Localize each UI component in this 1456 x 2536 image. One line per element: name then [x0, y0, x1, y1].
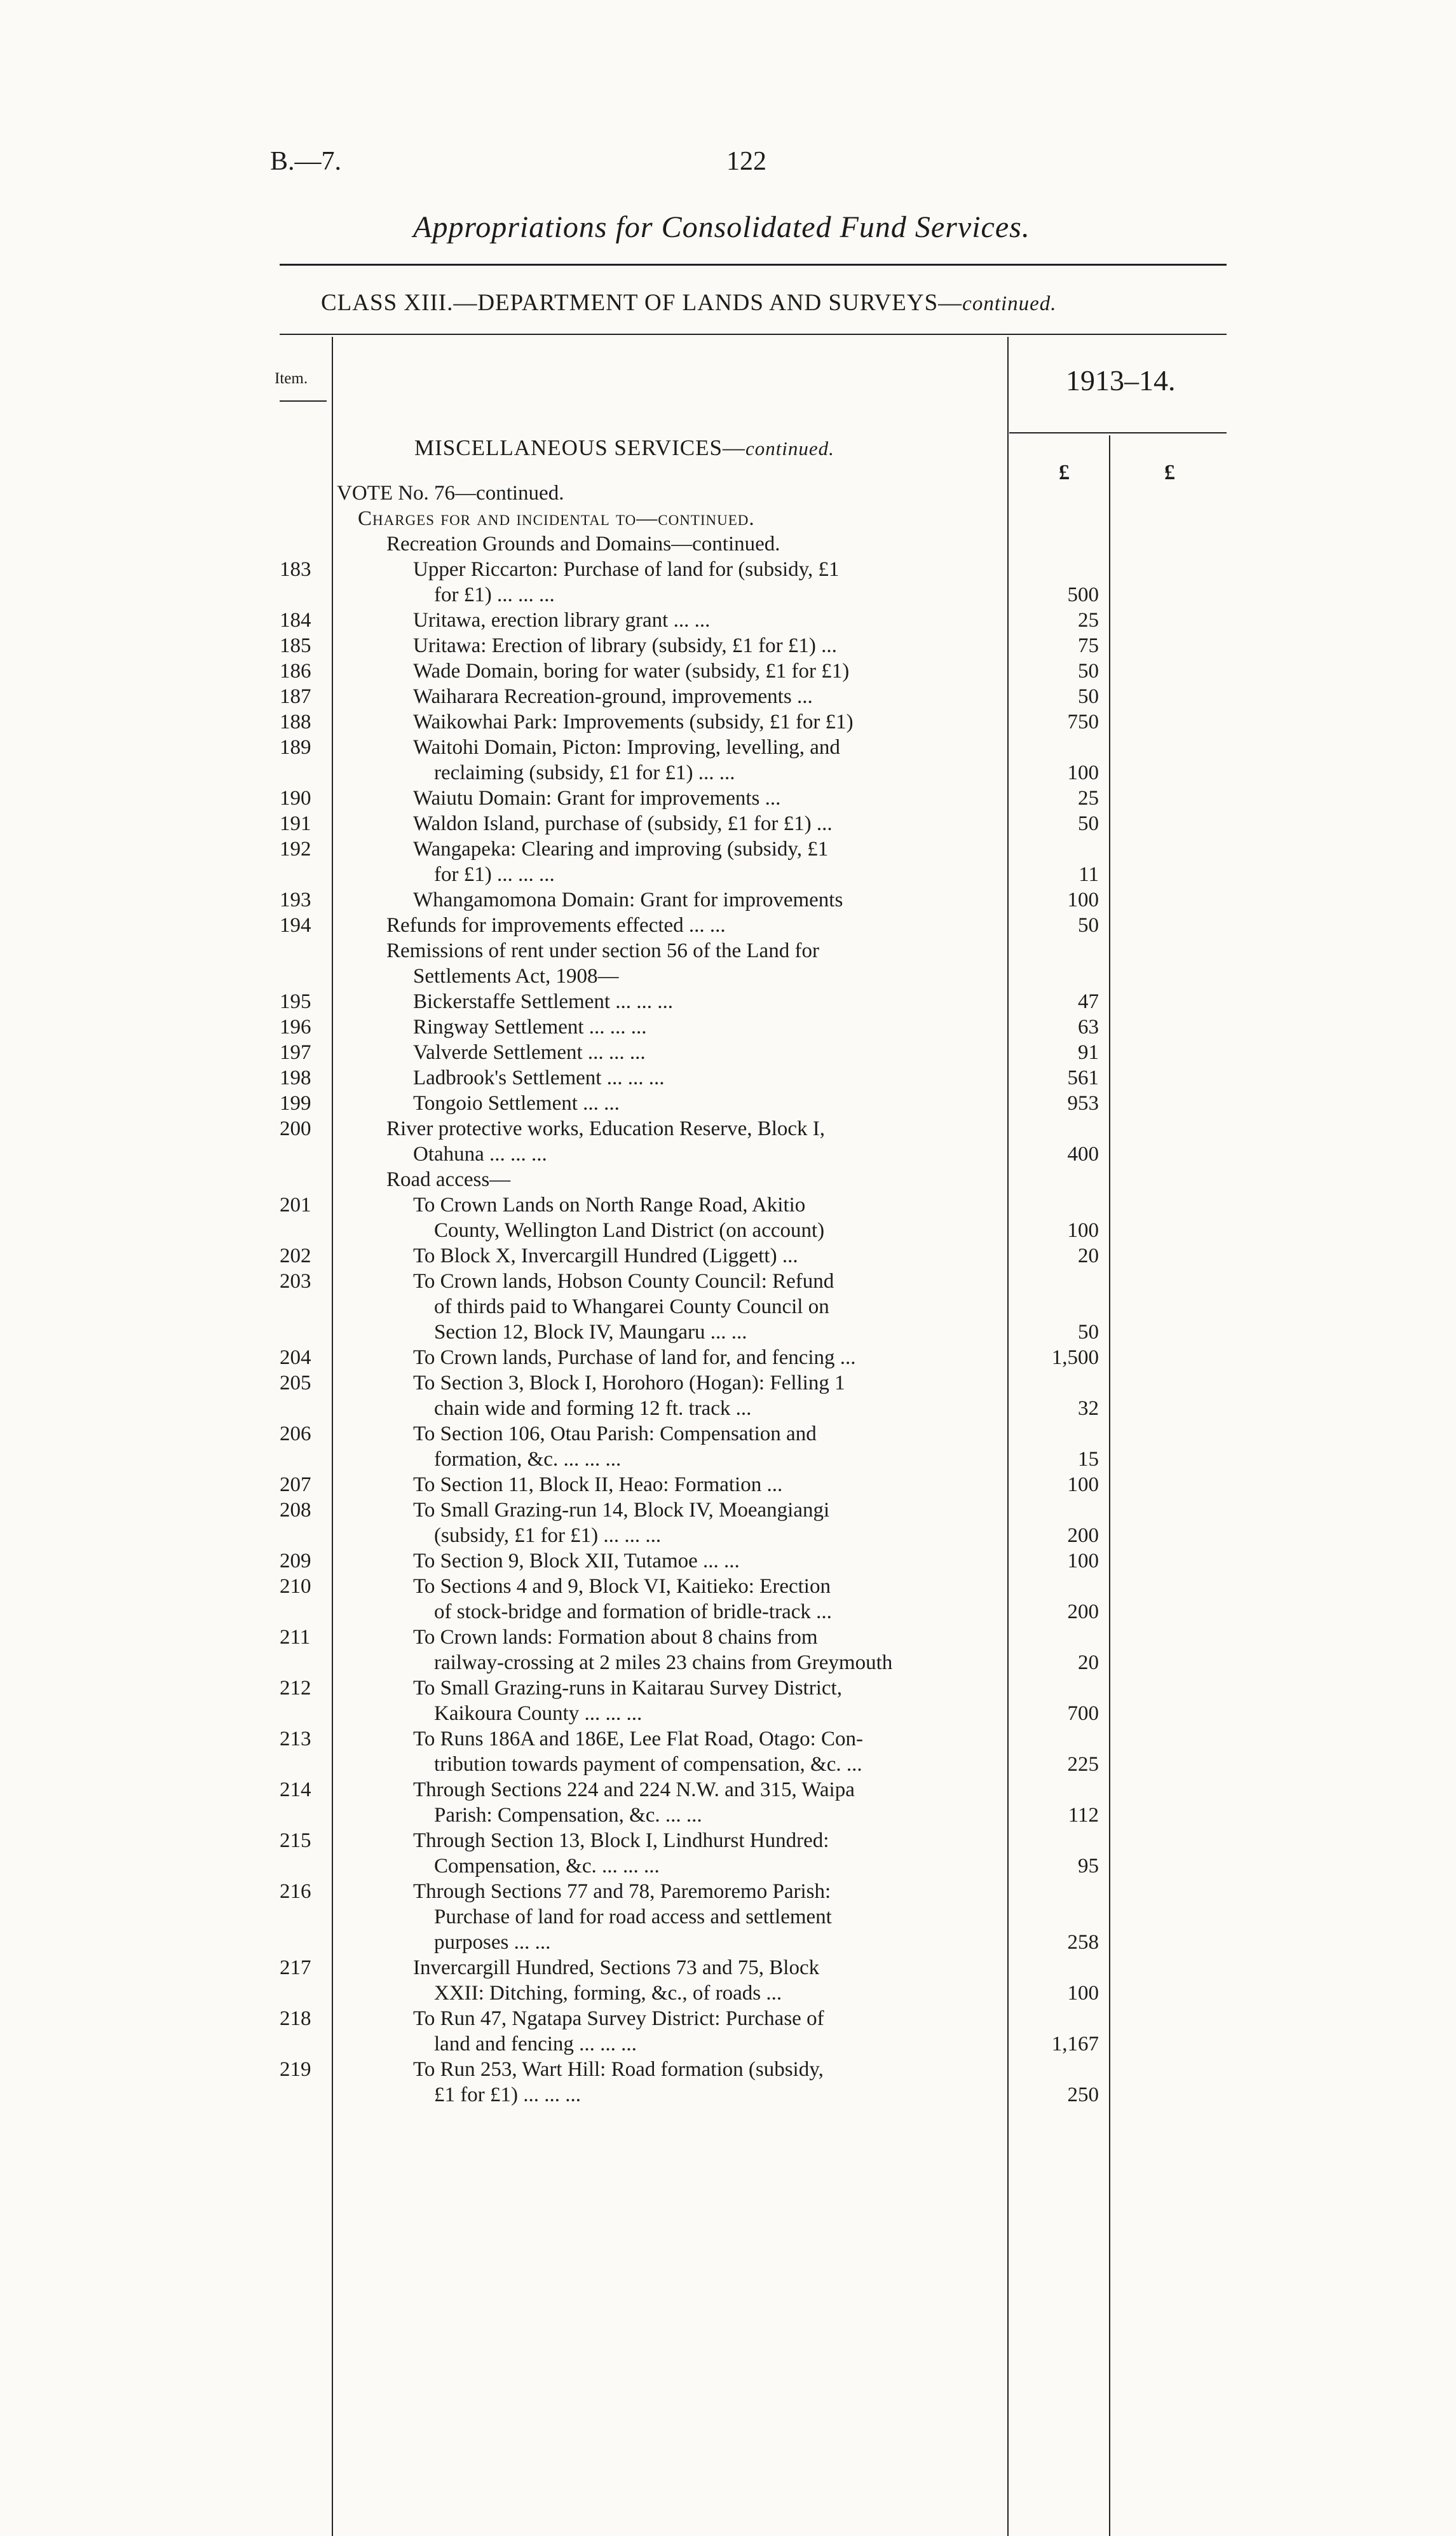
item-number: 218 [280, 2007, 311, 2030]
item-number: 201 [280, 1194, 311, 1217]
item-amount: 100 [1067, 889, 1099, 911]
table-row-continuation [0, 1753, 1456, 1778]
item-amount: 100 [1067, 1473, 1099, 1496]
table-row [0, 736, 1456, 761]
table-row-continuation [0, 533, 1456, 558]
header-rule [280, 264, 1227, 266]
table-row [0, 1829, 1456, 1855]
table-row-continuation [0, 1448, 1456, 1473]
section-title [414, 435, 834, 461]
table-row-continuation [0, 1982, 1456, 2007]
section-title-suffix: continued. [745, 437, 834, 460]
item-amount: 112 [1068, 1804, 1099, 1827]
item-amount: 400 [1067, 1143, 1099, 1166]
item-number: 208 [280, 1499, 311, 1522]
item-description: Compensation, &c. ... ... ... [434, 1855, 660, 1878]
item-amount: 95 [1078, 1855, 1099, 1878]
item-number: 190 [280, 787, 311, 810]
item-number: 192 [280, 838, 311, 861]
item-description: Valverde Settlement ... ... ... [413, 1041, 646, 1064]
item-amount: 700 [1067, 1702, 1099, 1725]
item-number: 204 [280, 1346, 311, 1369]
item-amount: 100 [1067, 1982, 1099, 2005]
item-description: of stock-bridge and formation of bridle-track ... [434, 1600, 832, 1623]
table-row [0, 990, 1456, 1016]
item-description: purposes ... ... [434, 1931, 551, 1954]
year-column-header: 1913–14. [1066, 364, 1176, 397]
item-amount: 250 [1067, 2083, 1099, 2106]
table-row [0, 1194, 1456, 1219]
table-row [0, 2007, 1456, 2033]
item-number: 191 [280, 812, 311, 835]
item-number: 196 [280, 1016, 311, 1039]
item-number: 217 [280, 1956, 311, 1979]
table-row-continuation [0, 1804, 1456, 1829]
table-row [0, 1550, 1456, 1575]
table-row [0, 1575, 1456, 1600]
table-row-continuation [0, 1219, 1456, 1244]
table-row [0, 1092, 1456, 1117]
item-amount: 11 [1078, 863, 1099, 886]
item-number: 219 [280, 2058, 311, 2081]
table-row [0, 1346, 1456, 1372]
item-amount: 32 [1078, 1397, 1099, 1420]
item-description: Otahuna ... ... ... [413, 1143, 547, 1166]
table-row-continuation [0, 1600, 1456, 1626]
table-row-continuation [0, 965, 1456, 990]
item-amount: 20 [1078, 1651, 1099, 1674]
table-row [0, 1422, 1456, 1448]
item-description: Ringway Settlement ... ... ... [413, 1016, 647, 1039]
item-description: County, Wellington Land District (on account) [434, 1219, 825, 1242]
table-row [0, 1956, 1456, 1982]
item-amount: 15 [1078, 1448, 1099, 1471]
item-description: Waldon Island, purchase of (subsidy, £1 for £1) ... [413, 812, 833, 835]
item-number: 207 [280, 1473, 311, 1496]
item-description: of thirds paid to Whangarei County Council on [434, 1295, 829, 1318]
item-description: tribution towards payment of compensation, &c. ... [434, 1753, 862, 1776]
table-row [0, 1778, 1456, 1804]
item-amount: 1,167 [1051, 2033, 1099, 2055]
table-row-continuation [0, 507, 1456, 533]
table-top-rule [280, 334, 1227, 335]
item-number: 214 [280, 1778, 311, 1801]
item-number: 193 [280, 889, 311, 911]
item-number: 203 [280, 1270, 311, 1293]
item-number: 183 [280, 558, 311, 581]
table-row [0, 1016, 1456, 1041]
item-amount: 100 [1067, 1219, 1099, 1242]
currency-header-1: £ [1059, 461, 1070, 484]
item-description: Section 12, Block IV, Maungaru ... ... [434, 1321, 747, 1344]
item-number: 185 [280, 634, 311, 657]
table-row [0, 812, 1456, 838]
item-description: Wade Domain, boring for water (subsidy, £1 for £1) [413, 660, 850, 683]
table-row-continuation [0, 482, 1456, 507]
table-row [0, 1473, 1456, 1499]
item-description: VOTE No. 76—continued. [337, 482, 564, 505]
table-row [0, 1372, 1456, 1397]
item-description: Invercargill Hundred, Sections 73 and 75, Block [413, 1956, 820, 1979]
table-row [0, 1067, 1456, 1092]
table-row [0, 660, 1456, 685]
table-row-continuation [0, 1168, 1456, 1194]
table-row-continuation [0, 1931, 1456, 1956]
table-row-continuation [0, 1397, 1456, 1422]
item-amount: 50 [1078, 812, 1099, 835]
item-description: Waiharara Recreation-ground, improvements ... [413, 685, 813, 708]
table-row [0, 1270, 1456, 1295]
item-description: To Run 47, Ngatapa Survey District: Purchase of [413, 2007, 824, 2030]
currency-header-2: £ [1164, 461, 1175, 484]
table-row [0, 609, 1456, 634]
item-amount: 200 [1067, 1524, 1099, 1547]
item-amount: 20 [1078, 1244, 1099, 1267]
item-description: reclaiming (subsidy, £1 for £1) ... ... [434, 761, 735, 784]
item-description: Whangamomona Domain: Grant for improvements [413, 889, 843, 911]
item-number: 197 [280, 1041, 311, 1064]
item-description: To Small Grazing-run 14, Block IV, Moeangiangi [413, 1499, 830, 1522]
table-row [0, 1117, 1456, 1143]
item-description: Wangapeka: Clearing and improving (subsidy, £1 [413, 838, 829, 861]
item-description: To Small Grazing-runs in Kaitarau Survey District, [413, 1677, 842, 1700]
item-description: Bickerstaffe Settlement ... ... ... [413, 990, 674, 1013]
item-description: Remissions of rent under section 56 of the Land for [386, 939, 819, 962]
table-row-continuation [0, 1702, 1456, 1728]
item-description: for £1) ... ... ... [434, 863, 555, 886]
item-description: Through Sections 77 and 78, Paremoremo Parish: [413, 1880, 831, 1903]
item-description: Uritawa: Erection of library (subsidy, £1 for £1) ... [413, 634, 837, 657]
class-heading-suffix: continued. [962, 292, 1057, 315]
item-amount: 50 [1078, 1321, 1099, 1344]
item-amount: 75 [1078, 634, 1099, 657]
table-row [0, 1499, 1456, 1524]
table-row [0, 2058, 1456, 2083]
item-description: To Block X, Invercargill Hundred (Liggett) ... [413, 1244, 798, 1267]
item-description: To Crown Lands on North Range Road, Akitio [413, 1194, 806, 1217]
table-row [0, 711, 1456, 736]
item-description: formation, &c. ... ... ... [434, 1448, 622, 1471]
item-amount: 25 [1078, 609, 1099, 632]
table-row [0, 634, 1456, 660]
item-description: To Crown lands: Formation about 8 chains from [413, 1626, 818, 1649]
item-description: Road access— [386, 1168, 511, 1191]
item-description: Refunds for improvements effected ... ... [386, 914, 726, 937]
table-row [0, 914, 1456, 939]
item-description: Settlements Act, 1908— [413, 965, 619, 988]
item-description: Through Sections 224 and 224 N.W. and 315, Waipa [413, 1778, 855, 1801]
item-description: To Section 3, Block I, Horohoro (Hogan): Felling 1 [413, 1372, 845, 1394]
table-row-continuation [0, 1651, 1456, 1677]
table-row [0, 558, 1456, 583]
item-amount: 1,500 [1051, 1346, 1099, 1369]
item-number: 195 [280, 990, 311, 1013]
item-number: 184 [280, 609, 311, 632]
item-amount: 561 [1067, 1067, 1099, 1089]
item-amount: 750 [1067, 711, 1099, 733]
item-description: Purchase of land for road access and settlement [434, 1905, 832, 1928]
table-row [0, 1626, 1456, 1651]
item-amount: 500 [1067, 583, 1099, 606]
table-row-continuation [0, 863, 1456, 889]
item-description: To Section 11, Block II, Heao: Formation ... [413, 1473, 783, 1496]
item-number: 206 [280, 1422, 311, 1445]
item-amount: 50 [1078, 914, 1099, 937]
table-row [0, 1677, 1456, 1702]
item-number: 188 [280, 711, 311, 733]
table-row-continuation [0, 761, 1456, 787]
item-description: Waikowhai Park: Improvements (subsidy, £1 for £1) [413, 711, 854, 733]
item-amount: 258 [1067, 1931, 1099, 1954]
item-amount: 91 [1078, 1041, 1099, 1064]
item-number: 187 [280, 685, 311, 708]
item-description: (subsidy, £1 for £1) ... ... ... [434, 1524, 662, 1547]
item-number: 209 [280, 1550, 311, 1572]
table-row-continuation [0, 939, 1456, 965]
item-description: Kaikoura County ... ... ... [434, 1702, 643, 1725]
item-description: To Sections 4 and 9, Block VI, Kaitieko: Erection [413, 1575, 831, 1598]
item-description: Upper Riccarton: Purchase of land for (subsidy, £1 [413, 558, 840, 581]
item-number: 200 [280, 1117, 311, 1140]
table-row-continuation [0, 1143, 1456, 1168]
item-description: XXII: Ditching, forming, &c., of roads ... [434, 1982, 782, 2005]
item-amount: 50 [1078, 685, 1099, 708]
item-description: To Runs 186A and 186E, Lee Flat Road, Otago: Con- [413, 1728, 864, 1750]
table-row-continuation [0, 2083, 1456, 2109]
item-amount: 200 [1067, 1600, 1099, 1623]
item-description: Waiutu Domain: Grant for improvements ... [413, 787, 781, 810]
table-row-continuation [0, 1524, 1456, 1550]
table-row [0, 1880, 1456, 1905]
item-description: Charges for and incidental to—continued. [358, 507, 755, 530]
item-description: To Section 9, Block XII, Tutamoe ... ... [413, 1550, 740, 1572]
item-description: Through Section 13, Block I, Lindhurst Hundred: [413, 1829, 829, 1852]
item-description: To Section 106, Otau Parish: Compensation and [413, 1422, 817, 1445]
table-row-continuation [0, 1905, 1456, 1931]
table-row-continuation [0, 1321, 1456, 1346]
page-number: 122 [726, 147, 766, 176]
table-row [0, 889, 1456, 914]
table-row [0, 1728, 1456, 1753]
item-amount: 47 [1078, 990, 1099, 1013]
class-heading [321, 289, 1057, 317]
class-heading-main: CLASS XIII.—DEPARTMENT OF LANDS AND SURVEYS— [321, 290, 963, 316]
item-number: 213 [280, 1728, 311, 1750]
item-description: £1 for £1) ... ... ... [434, 2083, 581, 2106]
item-amount: 50 [1078, 660, 1099, 683]
item-amount: 63 [1078, 1016, 1099, 1039]
item-number: 210 [280, 1575, 311, 1598]
item-amount: 100 [1067, 1550, 1099, 1572]
item-amount: 225 [1067, 1753, 1099, 1776]
table-row [0, 787, 1456, 812]
item-number: 186 [280, 660, 311, 683]
item-number: 215 [280, 1829, 311, 1852]
item-description: for £1) ... ... ... [434, 583, 555, 606]
table-row [0, 1244, 1456, 1270]
document-reference: B.—7. [270, 147, 342, 176]
item-number: 189 [280, 736, 311, 759]
table-row [0, 685, 1456, 711]
item-description: Parish: Compensation, &c. ... ... [434, 1804, 702, 1827]
item-description: railway-crossing at 2 miles 23 chains from Greymouth [434, 1651, 893, 1674]
item-header-underline [280, 400, 327, 402]
year-header-rule [1009, 432, 1227, 433]
item-amount: 25 [1078, 787, 1099, 810]
item-number: 194 [280, 914, 311, 937]
table-row [0, 1041, 1456, 1067]
item-description: land and fencing ... ... ... [434, 2033, 637, 2055]
item-amount: 953 [1067, 1092, 1099, 1115]
section-title-main: MISCELLANEOUS SERVICES— [414, 435, 745, 460]
item-description: Waitohi Domain, Picton: Improving, levelling, and [413, 736, 840, 759]
page-title: Appropriations for Consolidated Fund Services. [413, 210, 1030, 244]
item-description: chain wide and forming 12 ft. track ... [434, 1397, 752, 1420]
item-description: To Crown lands, Purchase of land for, and fencing ... [413, 1346, 856, 1369]
item-description: Uritawa, erection library grant ... ... [413, 609, 711, 632]
table-row [0, 838, 1456, 863]
table-row-continuation [0, 583, 1456, 609]
item-description: Ladbrook's Settlement ... ... ... [413, 1067, 665, 1089]
table-row-continuation [0, 1855, 1456, 1880]
item-number: 199 [280, 1092, 311, 1115]
item-description: Tongoio Settlement ... ... [413, 1092, 620, 1115]
item-number: 205 [280, 1372, 311, 1394]
item-description: River protective works, Education Reserve, Block I, [386, 1117, 826, 1140]
item-description: Recreation Grounds and Domains—continued. [386, 533, 780, 556]
item-description: To Crown lands, Hobson County Council: Refund [413, 1270, 834, 1293]
item-number: 198 [280, 1067, 311, 1089]
table-row-continuation [0, 2033, 1456, 2058]
item-amount: 100 [1067, 761, 1099, 784]
table-row-continuation [0, 1295, 1456, 1321]
item-number: 202 [280, 1244, 311, 1267]
item-number: 212 [280, 1677, 311, 1700]
item-description: To Run 253, Wart Hill: Road formation (subsidy, [413, 2058, 824, 2081]
item-number: 216 [280, 1880, 311, 1903]
item-number: 211 [280, 1626, 311, 1649]
item-column-header: Item. [275, 370, 308, 387]
